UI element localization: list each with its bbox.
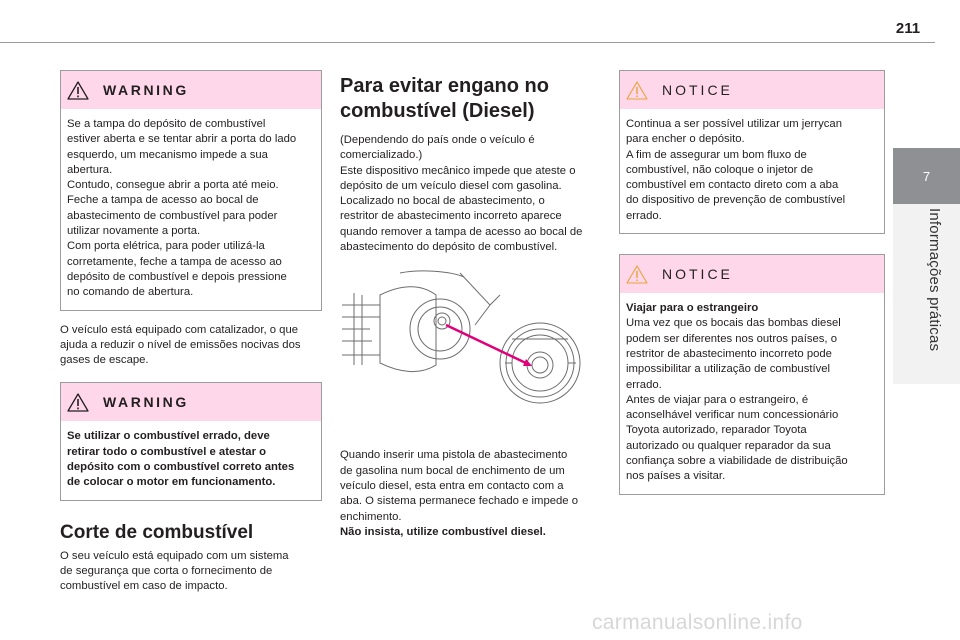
page-number: 211	[895, 20, 921, 37]
warning-triangle-icon	[67, 393, 89, 412]
notice-box-travel	[619, 254, 885, 495]
notice-body	[620, 109, 884, 233]
diesel-after-image: Quando inserir uma pistola de abastecimento de gasolina num bocal de enchimento de um veículo diesel, esta entra em contacto com a aba. O sistema permanece fechado e impede o enchimento.	[340, 449, 579, 523]
chapter-title-tab	[893, 204, 960, 384]
notice-triangle-icon	[626, 81, 648, 100]
diesel-heading: Para evitar engano no combustível (Diesel)	[340, 75, 549, 122]
warning-triangle-icon	[67, 81, 89, 100]
chapter-title: Informações práticas	[926, 208, 943, 352]
column-left	[60, 70, 322, 595]
warning-header	[61, 383, 321, 421]
warning-text: Se utilizar o combustível errado, deve retirar todo o combustível e atestar o depósito com o combustível correto antes de colocar o motor em funcionamento.	[67, 430, 295, 489]
watermark: carmanualsonline.info	[592, 611, 803, 634]
chapter-tab[interactable]: 7	[893, 148, 960, 204]
warning-label: WARNING	[103, 394, 189, 411]
notice-header	[620, 71, 884, 109]
diesel-intro: (Dependendo do país onde o veículo é comercializado.) Este dispositivo mecânico impede que ateste o depósito de um veículo diesel com gasolina. Localizado no bocal de abastecimento, o restritor de abastecimento incorreto aparece quando remover a tampa de acesso ao bocal de abastecimento do depósito de combustível.	[340, 134, 583, 254]
pointer-line	[446, 325, 530, 365]
notice-body	[620, 293, 884, 494]
warning-body	[61, 109, 321, 310]
notice-triangle-icon	[626, 265, 648, 284]
warning-body	[61, 421, 321, 499]
column-middle	[340, 74, 602, 540]
notice-title: Viajar para o estrangeiro	[626, 302, 759, 315]
warning-text: Se a tampa do depósito de combustível estiver aberta e se tentar abrir a porta do lado esquerdo, um mecanismo impede a sua abertura. Contudo, consegue abrir a porta até meio. Feche a tampa de acesso ao bocal de abastecimento de combustível para poder utilizar novamente a porta. Com porta elétrica, para poder utilizá-la corretamente, feche a tampa de acesso ao depósito de combustível e depois pressione no comando de abertura.	[67, 118, 297, 299]
notice-label: NOTICE	[662, 266, 733, 283]
notice-text: Uma vez que os bocais das bombas diesel podem ser diferentes nos outros países, o restritor de abastecimento incorreto pode impossibilitar a utilização de combustível errado. Antes de viajar para o estrangeiro, é aconselhável verificar num concessionário Toyota autorizado, reparador Toyota autorizado ou qualquer reparador da sua confiança sobre a viabilidade de distribuição nos países a visitar.	[626, 317, 848, 483]
column-right	[619, 70, 885, 495]
fuel-inlet-illustration	[340, 265, 602, 435]
notice-label: NOTICE	[662, 82, 733, 98]
fuel-cutoff-heading: Corte de combustível	[60, 521, 254, 543]
header-rule	[0, 42, 935, 43]
warning-label: WARNING	[103, 82, 189, 98]
warning-box-fuel	[60, 382, 322, 500]
warning-header	[61, 71, 321, 109]
warning-box-door	[60, 70, 322, 311]
notice-box-jerrycan	[619, 70, 885, 234]
diesel-emphasis: Não insista, utilize combustível diesel.	[340, 525, 546, 538]
notice-header	[620, 255, 884, 293]
fuel-cutoff-text: O seu veículo está equipado com um sistema de segurança que corta o fornecimento de combustível em caso de impacto.	[60, 549, 289, 593]
catalyst-paragraph: O veículo está equipado com catalizador, o que ajuda a reduzir o nível de emissões nocivas dos gases de escape.	[60, 323, 301, 367]
notice-text: Continua a ser possível utilizar um jerrycan para encher o depósito. A fim de assegurar um bom fluxo de combustível, não coloque o injetor de combustível em contacto direto com a aba do dispositivo de prevenção de combustível errado.	[626, 118, 846, 222]
